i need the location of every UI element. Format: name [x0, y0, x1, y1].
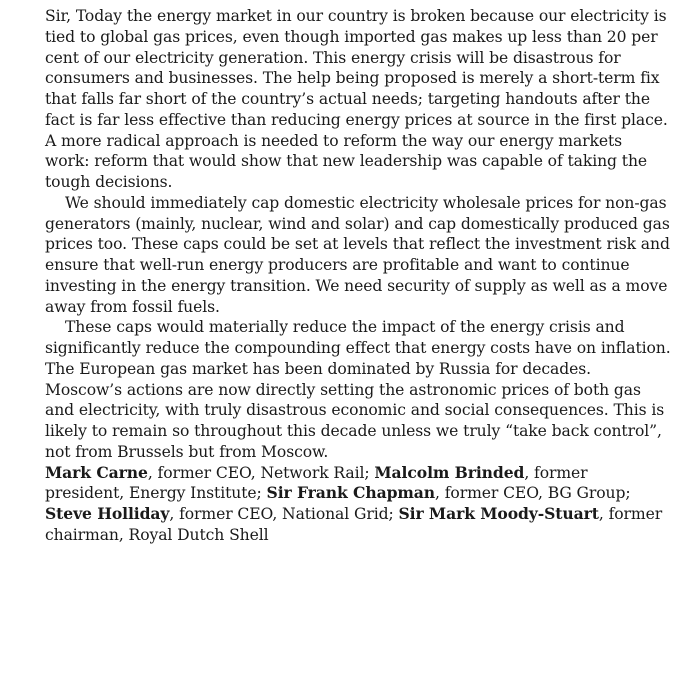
- signatory-separator: ;: [364, 463, 375, 482]
- letter-paragraph-1: Sir, Today the energy market in our country is broken because our electricity is tied to global gas prices, even though imported gas makes up less than 20 per cent of our electricity generation. This energy crisis will be disastrous for consumers and businesses. The help being proposed is merely a short-term fix that falls far short of the country’s actual needs; targeting handouts after the fact is far less effective than reducing energy prices at source in the first place. A more radical approach is needed to reform the way our energy markets work: reform that would show that new leadership was capable of taking the tough decisions.: [45, 7, 668, 191]
- signatory-role: , former CEO, BG Group: [435, 484, 626, 503]
- signatory-name: Steve Holliday: [45, 504, 170, 523]
- signatory-separator: ;: [625, 484, 631, 503]
- signatory-role: , former chairman, Royal Dutch Shell: [45, 505, 663, 544]
- signatory-name: Malcolm Brinded: [374, 462, 525, 482]
- signatory-role: , former CEO, National Grid: [169, 505, 389, 523]
- signatory-name: Sir Mark Moody-Stuart: [398, 504, 599, 523]
- letter-paragraph-3: These caps would materially reduce the impact of the energy crisis and significantly reduce the compounding effect that energy costs have on inflation. The European gas market has been dominated by Russia for decades. Moscow’s actions are now directly setting the astronomic prices of both gas and electricity, with truly disastrous economic and social consequences. This is likely to remain so throughout this decade unless we truly “take back control”, not from Brussels but from Moscow.: [45, 318, 671, 461]
- letter-body: [45, 6, 671, 546]
- signatory-role: , former CEO, Network Rail: [147, 463, 365, 482]
- signatory-separator: ;: [256, 484, 267, 503]
- signatory-role: , former president, Energy Institute: [45, 463, 588, 503]
- signatory-separator: ;: [388, 505, 399, 523]
- letter-paragraph-2: We should immediately cap domestic electricity wholesale prices for non-gas generators (mainly, nuclear, wind and solar) and cap domestically produced gas prices too. These caps could be set at levels that reflect the investment risk and ensure that well-run energy producers are profitable and want to continue investing in the energy transition. We need security of supply as well as a move away from fossil fuels.: [45, 193, 670, 316]
- signatories: [45, 463, 671, 546]
- signatory-name: Mark Carne: [45, 462, 148, 482]
- signatory-name: Sir Frank Chapman: [266, 483, 436, 503]
